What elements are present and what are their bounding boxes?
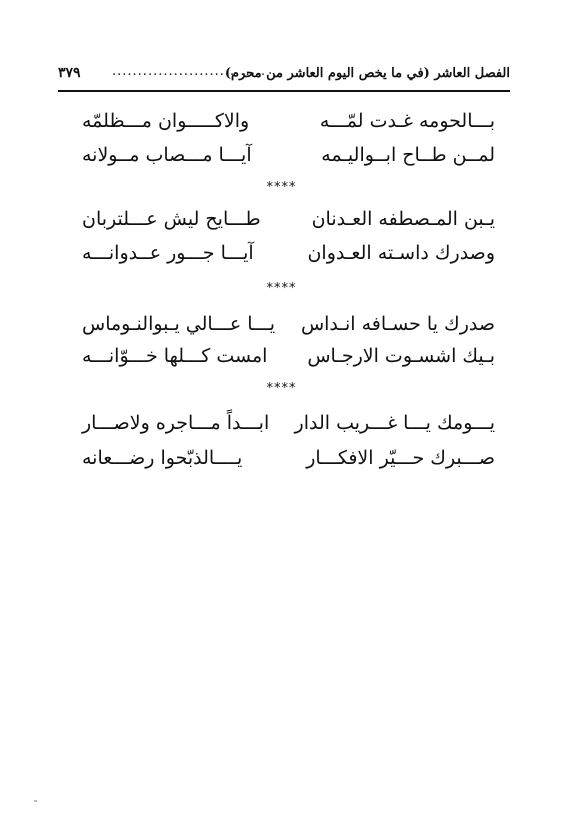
verse-second-hemistich: طـــايح ليش عـــلتربان <box>82 208 261 230</box>
verse-second-hemistich: آيـــا مـــصاب مــولانه <box>82 144 252 166</box>
verse-first-hemistich: صدرك يا حسـافه انـداس <box>300 313 495 335</box>
verse-second-hemistich: امست كـــلها خـــوّانـــه <box>82 345 268 367</box>
verse-first-hemistich: بـيك اشسـوت الارجـاس <box>307 345 495 367</box>
stanza-separator: **** <box>266 281 297 296</box>
verse-first-hemistich: صـــبرك حـــيّر الافكـــار <box>306 447 495 469</box>
verse-second-hemistich: آيـــا جـــور عــدوانـــه <box>82 242 254 264</box>
page-number: ٣٧٩ <box>58 65 81 81</box>
verse-second-hemistich: يــــالذبّحوا رضـــعانه <box>82 447 243 469</box>
verse-second-hemistich: والاكـــــوان مـــظلمّه <box>82 110 250 132</box>
verse-first-hemistich: بـــالحومه غـدت لمّـــه <box>319 110 495 132</box>
verse-first-hemistich: يـبن المـصطفه العـدنان <box>311 208 495 230</box>
scan-speck <box>34 800 37 802</box>
header-rule <box>58 90 510 92</box>
verse-first-hemistich: لمــن طــاح ابــواليـمه <box>321 144 495 166</box>
page-header <box>58 62 510 92</box>
verse-second-hemistich: ابـــداً مـــاجره ولاصـــار <box>82 412 270 434</box>
verse-first-hemistich: يـــومك يـــا غـــريب الدار <box>294 412 495 434</box>
verse-second-hemistich: يـــا عـــالي يـبوالنـوماس <box>82 313 276 335</box>
stanza-separator: **** <box>266 381 297 396</box>
verse-first-hemistich: وصدرك داسـته العـدوان <box>307 242 495 264</box>
leader-dots: .............................. <box>112 64 266 79</box>
chapter-title: الفصل العاشر (في ما يخص اليوم العاشر من محرم) <box>224 66 510 81</box>
stanza-separator: **** <box>266 180 297 195</box>
